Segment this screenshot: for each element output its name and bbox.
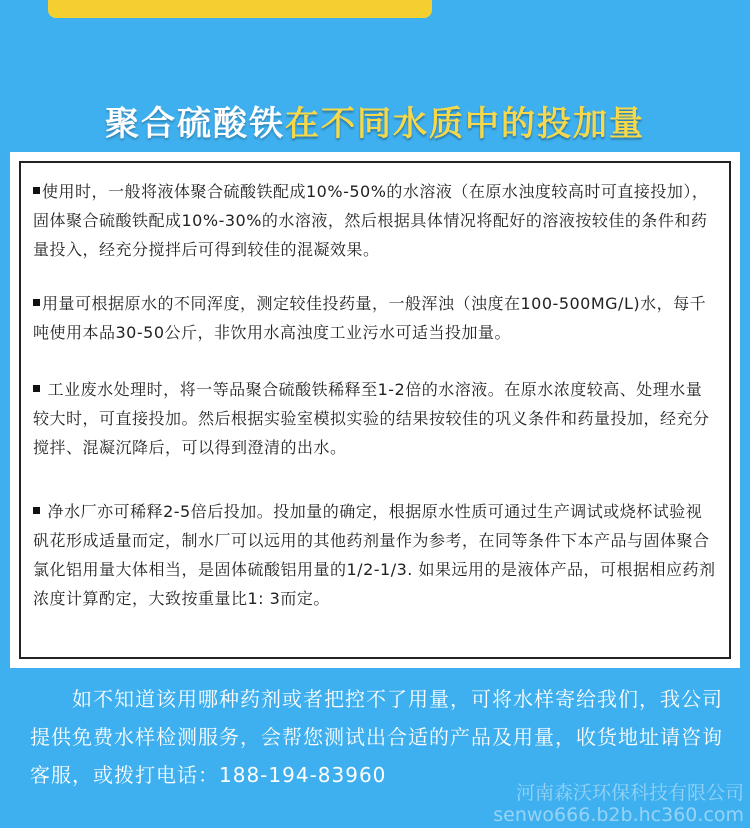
- paragraph-waterworks: [33, 497, 717, 613]
- content-panel-frame: [19, 161, 731, 659]
- title-part-yellow: 在不同水质中的投加量: [285, 104, 645, 144]
- paragraph-text: 净水厂亦可稀释2-5倍后投加。投加量的确定，根据原水性质可通过生产调试或烧杯试验视矾花形成适量而定，制水厂可以远用的其他药剂量作为参考，在同等条件下本产品与固体聚合氯化铝用量大体相当，是固体硫酸铝用量的1/2-1/3. 如果远用的是液体产品，可根据相应药剂浓度计算酌定，大致按重量比1: 3而定。: [33, 502, 716, 608]
- paragraph-text: 使用时，一般将液体聚合硫酸铁配成10%-50%的水溶液（在原水浊度较高时可直接投加）， 固体聚合硫酸铁配成10%-30%的水溶液，然后根据具体情况将配好的溶液按较佳的条件和药量投入，经充分搅拌后可得到较佳的混凝效果。: [33, 182, 709, 259]
- bullet-icon: [33, 187, 40, 194]
- title-part-white: 聚合硫酸铁: [105, 104, 285, 144]
- bullet-icon: [33, 507, 40, 514]
- watermark: [493, 782, 744, 826]
- paragraph-dosage: [33, 289, 717, 347]
- footer-contact-text: 如不知道该用哪种药剂或者把控不了用量，可将水样寄给我们，我公司提供免费水样检测服务，会帮您测试出合适的产品及用量，收货地址请咨询客服，或拨打电话：188-194-83960: [30, 687, 723, 787]
- page-title: [0, 96, 750, 145]
- top-decor-bar: [48, 0, 432, 18]
- watermark-company: 河南森沃环保科技有限公司: [515, 782, 744, 804]
- content-panel: [10, 152, 740, 668]
- bullet-icon: [33, 385, 40, 392]
- paragraph-text: 用量可根据原水的不同浑度，测定较佳投药量，一般浑浊（浊度在100-500MG/L)水，每千吨使用本品30-50公斤，非饮用水高浊度工业污水可适当投加量。: [33, 294, 707, 342]
- paragraph-text: 工业废水处理时，将一等品聚合硫酸铁稀释至1-2倍的水溶液。在原水浓度较高、处理水量较大时，可直接投加。然后根据实验室模拟实验的结果按较佳的巩义条件和药量投加，经充分搅拌、混凝沉降后，可以得到澄清的出水。: [33, 380, 710, 457]
- paragraph-industrial: [33, 375, 717, 462]
- paragraph-usage: [33, 177, 717, 264]
- watermark-site: senwo666.b2b.hc360.com: [493, 804, 744, 826]
- bullet-icon: [33, 299, 40, 306]
